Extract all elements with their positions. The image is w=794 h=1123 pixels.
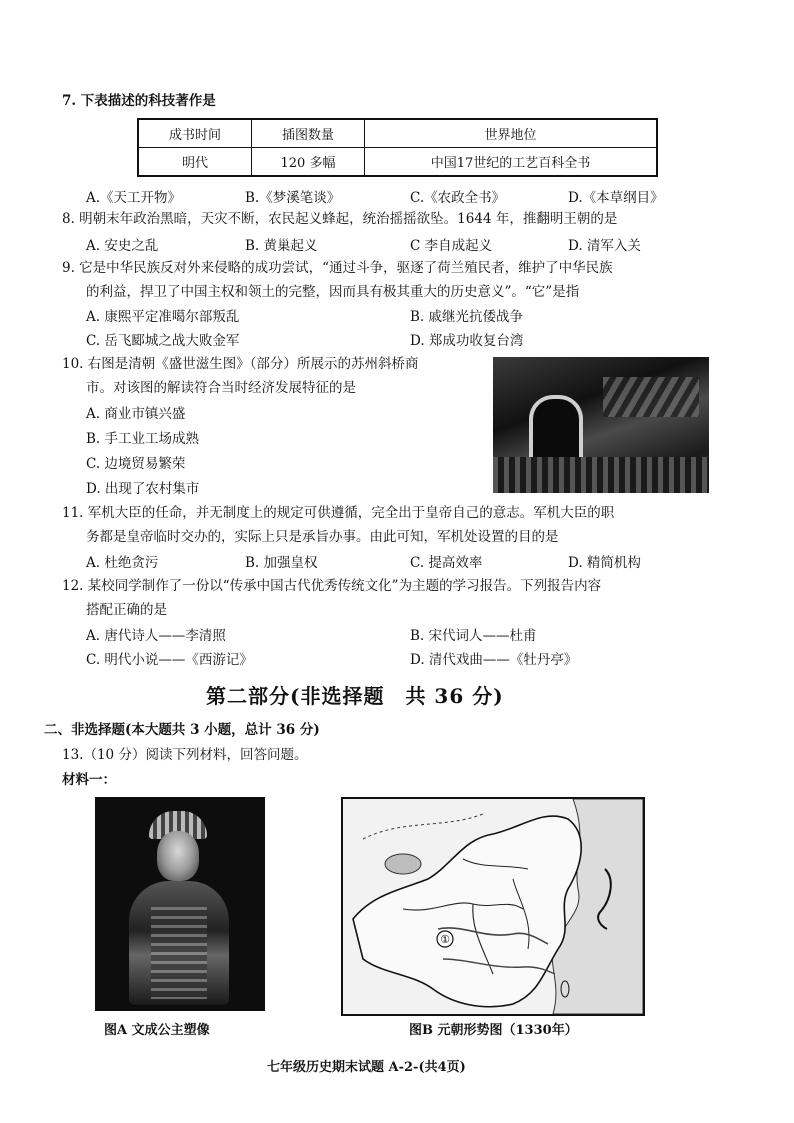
q12-option-a[interactable]: A. 唐代诗人——李清照 [86, 628, 226, 644]
q10-option-c[interactable]: C. 边境贸易繁荣 [86, 456, 186, 472]
suzhou-market-painting-image [493, 357, 709, 493]
painting-roof-shape [603, 377, 699, 417]
q7-option-b[interactable]: B.《梦溪笔谈》 [245, 190, 341, 206]
q8-option-d[interactable]: D. 清军入关 [568, 238, 641, 254]
material-one-label: 材料一： [62, 772, 116, 788]
q11-stem-line-2: 务都是皇帝临时交办的，实际上只是承旨办事。由此可知，军机处设置的目的是 [86, 529, 559, 545]
q9-option-d[interactable]: D. 郑成功收复台湾 [410, 333, 524, 349]
q12-option-b[interactable]: B. 宋代词人——杜甫 [410, 628, 537, 644]
map-svg [343, 799, 643, 1014]
q7-table-header: 成书时间 [138, 119, 252, 148]
q7-table-cell: 120 多幅 [252, 148, 365, 177]
q10-option-a[interactable]: A. 商业市镇兴盛 [86, 406, 186, 422]
yuan-dynasty-map-image [341, 797, 645, 1016]
part-two-title: 第二部分(非选择题 共 36 分) [206, 684, 504, 708]
q7-stem: 7. 下表描述的科技著作是 [62, 93, 216, 109]
q9-stem-line-2: 的利益，捍卫了中国主权和领土的完整，因而具有极其重大的历史意义”。“它”是指 [86, 284, 580, 300]
q7-table-cell: 中国17世纪的工艺百科全书 [365, 148, 658, 177]
q7-table [137, 118, 658, 177]
princess-wencheng-statue-image [95, 797, 265, 1011]
q7-option-d[interactable]: D.《本草纲目》 [568, 190, 664, 206]
q13-stem: 13.（10 分）阅读下列材料，回答问题。 [62, 747, 308, 763]
q10-option-d[interactable]: D. 出现了农村集市 [86, 481, 200, 497]
q8-option-b[interactable]: B. 黄巢起义 [245, 238, 318, 254]
painting-crowd-shape [493, 457, 709, 493]
q9-option-b[interactable]: B. 戚继光抗倭战争 [410, 309, 524, 325]
q7-option-a[interactable]: A.《天工开物》 [86, 190, 182, 206]
figure-b-caption: 图B 元朝形势图（1330年） [409, 1023, 578, 1038]
q12-option-c[interactable]: C. 明代小说——《西游记》 [86, 652, 253, 668]
q7-table-header: 世界地位 [365, 119, 658, 148]
q12-stem-line-1: 12. 某校同学制作了一份以“传承中国古代优秀传统文化”为主题的学习报告。下列报告内容 [62, 578, 602, 594]
q10-stem-line-1: 10. 右图是清朝《盛世滋生图》（部分）所展示的苏州斜桥商 [62, 356, 419, 372]
q9-stem-line-1: 9. 它是中华民族反对外来侵略的成功尝试，“通过斗争，驱逐了荷兰殖民者，维护了中华民族 [62, 260, 613, 276]
page-footer: 七年级历史期末试题 A-2-(共4页) [267, 1060, 466, 1075]
q11-option-c[interactable]: C. 提高效率 [410, 555, 483, 571]
q8-option-c[interactable]: C 李自成起义 [410, 238, 493, 254]
q12-option-d[interactable]: D. 清代戏曲——《牡丹亭》 [410, 652, 578, 668]
q11-option-b[interactable]: B. 加强皇权 [245, 555, 318, 571]
painting-bridge-arch [529, 395, 583, 465]
q7-option-c[interactable]: C.《农政全书》 [410, 190, 506, 206]
statue-drape-shape [151, 907, 207, 999]
q12-stem-line-2: 搭配正确的是 [86, 602, 167, 618]
q8-option-a[interactable]: A. 安史之乱 [86, 238, 159, 254]
q11-option-d[interactable]: D. 精简机构 [568, 555, 641, 571]
section-two-heading: 二、非选择题(本大题共 3 小题，总计 36 分) [44, 722, 320, 738]
figure-a-caption: 图A 文成公主塑像 [104, 1023, 210, 1038]
q10-option-b[interactable]: B. 手工业工场成熟 [86, 431, 200, 447]
q9-option-a[interactable]: A. 康熙平定准噶尔部叛乱 [86, 309, 240, 325]
q10-stem-line-2: 市。对该图的解读符合当时经济发展特征的是 [86, 380, 356, 396]
q11-stem-line-1: 11. 军机大臣的任命，并无制度上的规定可供遵循，完全出于皇帝自己的意志。军机大臣的职 [62, 505, 615, 521]
q9-option-c[interactable]: C. 岳飞郾城之战大败金军 [86, 333, 240, 349]
map-marker-one: ① [440, 933, 450, 946]
q11-option-a[interactable]: A. 杜绝贪污 [86, 555, 159, 571]
q7-table-header: 插图数量 [252, 119, 365, 148]
q7-table-cell: 明代 [138, 148, 252, 177]
q8-stem: 8. 明朝末年政治黑暗，天灾不断，农民起义蜂起，统治摇摇欲坠。1644 年，推翻明王朝的是 [62, 211, 618, 227]
statue-head-shape [157, 831, 199, 881]
